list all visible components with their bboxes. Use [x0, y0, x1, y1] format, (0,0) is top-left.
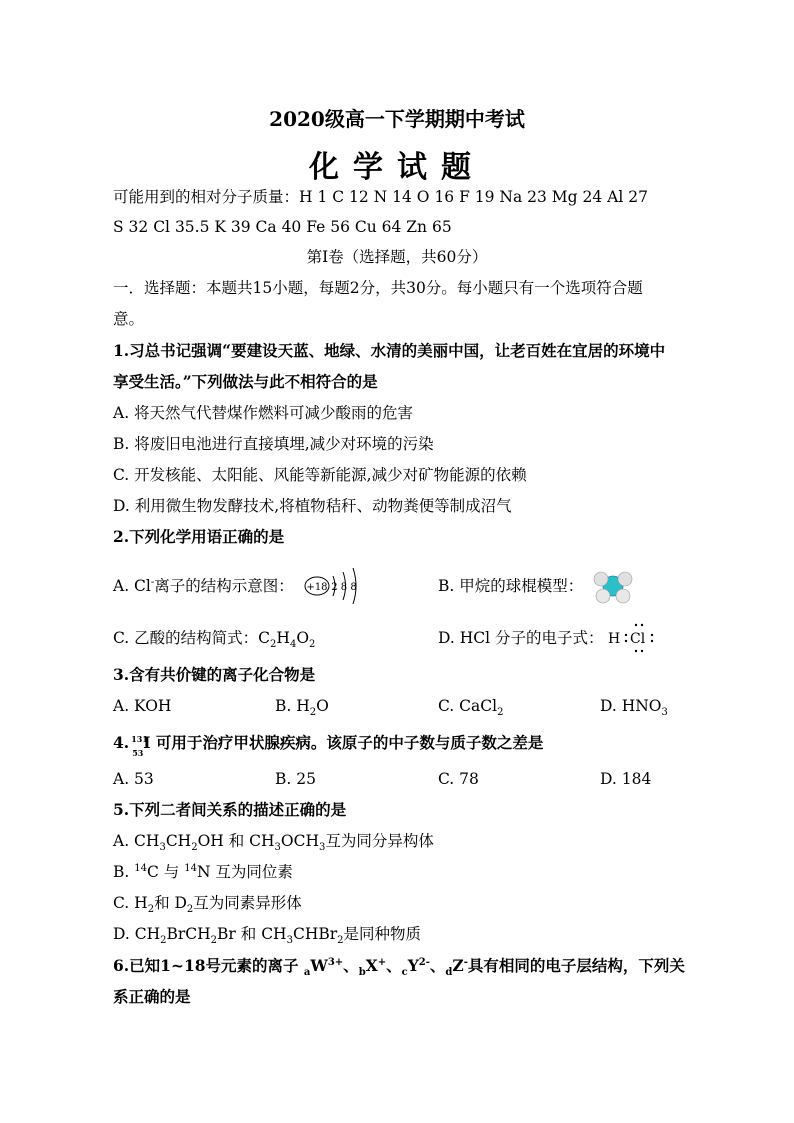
q3-stem: 3.含有共价键的离子化合物是 — [113, 665, 316, 684]
q6-w: W — [310, 956, 328, 975]
methane-ball-stick-model — [592, 566, 634, 606]
q3-c-sub: 2 — [497, 707, 504, 719]
q5-a-t1: A. CH — [113, 832, 160, 850]
q6-y: Y — [407, 956, 419, 975]
q1-option-d: D. 利用微生物发酵技术,将植物秸秆、动物粪便等制成沼气 — [113, 497, 512, 515]
q1-option-b: B. 将废旧电池进行直接填埋,减少对环境的污染 — [113, 435, 434, 453]
q1-stem-1: 1.习总书记强调“要建设天蓝、地绿、水清的美丽中国，让老百姓在宜居的环境中 — [113, 341, 666, 360]
q4-option-c: C. 78 — [438, 770, 479, 788]
q5-d-t3: Br 和 CH — [217, 925, 287, 943]
q6-z-charge: - — [463, 956, 468, 968]
section-heading: 第I卷（选择题，共60分） — [306, 248, 488, 266]
hydrogen-atom — [616, 589, 630, 603]
q5-d-s2: 2 — [210, 935, 218, 947]
q3-option-a: A. KOH — [113, 697, 172, 715]
q5-d-t5: 是同种物质 — [343, 925, 422, 943]
q3-b-text: B. H — [275, 697, 310, 715]
hcl-electron-formula — [606, 620, 658, 656]
q5-option-c — [113, 893, 302, 916]
q6-x-charge: + — [377, 956, 387, 968]
atomic-number: 53 — [132, 748, 144, 758]
q2-option-d: D. HCl 分子的电子式： — [438, 629, 604, 647]
q3-b-sub: 2 — [309, 707, 317, 719]
exam-title: 2020级高一下学期期中考试 — [269, 107, 525, 131]
q6-w-charge: 3+ — [327, 956, 344, 968]
q5-stem: 5.下列二者间关系的描述正确的是 — [113, 800, 347, 819]
hydrogen-atom — [596, 589, 610, 603]
q1-stem-2: 享受生活。”下列做法与此不相符合的是 — [113, 372, 378, 391]
q4-stem-text: I 可用于治疗甲状腺疾病。该原子的中子数与质子数之差是 — [143, 733, 544, 752]
instruction-line-1: 一．选择题：本题共15小题，每题2分，共30分。每小题只有一个选项符合题 — [113, 279, 643, 297]
q4-option-d: D. 184 — [600, 770, 652, 788]
q3-option-d — [600, 696, 668, 719]
q5-d-t4: CHBr — [292, 925, 338, 943]
iodine-isotope-notation — [129, 733, 148, 758]
q6-x-atomic: b — [358, 967, 366, 979]
q4-option-a: A. 53 — [113, 770, 154, 788]
q6-y-charge: 2- — [418, 956, 430, 968]
q2-stem: 2.下列化学用语正确的是 — [113, 527, 285, 546]
q5-d-s1: 2 — [160, 935, 167, 947]
q6-stem-1 — [113, 956, 685, 979]
mass-number: 131 — [131, 734, 148, 744]
q5-c-s2: 2 — [186, 904, 194, 916]
q2-c-h: H — [276, 629, 290, 647]
q5-a-t5: 互为同分异构体 — [325, 832, 434, 850]
q3-d-sub: 3 — [661, 707, 668, 719]
q5-c-t2: 和 D — [154, 894, 187, 912]
q2-option-c — [113, 628, 316, 651]
q5-c-t1: C. H — [113, 894, 148, 912]
q1-option-c: C. 开发核能、太阳能、风能等新能源,减少对矿物能源的依赖 — [113, 466, 527, 484]
q5-a-t3: OH 和 CH — [197, 832, 275, 850]
q2-a-charge: - — [150, 576, 155, 588]
q2-option-b: B. 甲烷的球棍模型： — [438, 577, 584, 595]
q6-sep-2: 、 — [386, 956, 402, 975]
q5-option-d — [113, 924, 422, 947]
q4-number: 4. — [113, 733, 130, 752]
q5-d-t1: D. CH — [113, 925, 161, 943]
q5-d-s3: 3 — [286, 935, 293, 947]
chlorine-symbol: Cl — [630, 631, 646, 647]
q5-d-s4: 2 — [337, 935, 344, 947]
q5-c-s1: 2 — [147, 904, 155, 916]
mass-line-2: S 32 Cl 35.5 K 39 Ca 40 Fe 56 Cu 64 Zn 65 — [113, 218, 452, 236]
q6-text-2: 具有相同的电子层结构，下列关 — [467, 956, 685, 975]
q2-option-a — [113, 576, 294, 596]
q5-a-s4: 3 — [319, 842, 326, 854]
q5-a-s1: 3 — [159, 842, 166, 854]
q6-sep-3: 、 — [429, 956, 446, 975]
hydrogen-symbol: H — [608, 631, 621, 647]
q5-a-s3: 3 — [274, 842, 281, 854]
q5-c-t3: 互为同素异形体 — [193, 894, 302, 912]
q3-option-c — [438, 696, 504, 719]
q5-b-sup1: 14 — [134, 862, 147, 874]
q5-b-t2: C 与 — [146, 863, 185, 881]
q6-x: X — [365, 956, 378, 975]
q2-c-sub-1: 2 — [270, 639, 277, 651]
q6-z-atomic: d — [445, 967, 453, 979]
q5-a-t4: OCH — [280, 832, 320, 850]
q5-b-t3: N 互为同位素 — [196, 863, 293, 881]
q6-w-atomic: a — [303, 967, 311, 979]
q3-c-text: C. CaCl — [438, 697, 498, 715]
nucleus-charge: +18 — [306, 582, 328, 593]
q3-option-b — [275, 696, 329, 719]
q2-c-sub-2: 4 — [289, 639, 297, 651]
q5-d-t2: BrCH — [166, 925, 211, 943]
q6-z: Z — [452, 956, 464, 975]
q5-a-s2: 2 — [191, 842, 198, 854]
q2-c-sub-3: 2 — [309, 639, 316, 651]
q6-stem-2: 系正确的是 — [113, 987, 191, 1006]
q5-option-b — [113, 862, 293, 882]
q2-a-label: 离子的结构示意图： — [154, 577, 294, 595]
q4-stem — [113, 733, 544, 758]
q5-b-sup2: 14 — [184, 862, 197, 874]
q1-option-a: A. 将天然气代替煤作燃料可减少酸雨的危害 — [113, 404, 414, 422]
q5-a-t2: CH — [165, 832, 192, 850]
q6-sep-1: 、 — [343, 956, 359, 975]
q5-b-t1: B. — [113, 863, 135, 881]
instruction-line-2: 意。 — [113, 310, 145, 328]
hydrogen-atom — [618, 572, 632, 586]
mass-line-1: 可能用到的相对分子质量：H 1 C 12 N 14 O 16 F 19 Na 23 Mg 24 Al 27 — [113, 188, 648, 206]
q2-c-o: O — [296, 629, 310, 647]
subject-title: 化学试题 — [309, 150, 485, 185]
q2-a-prefix: A. Cl — [113, 577, 151, 595]
electron-shells: 2 8 8 — [331, 582, 357, 593]
q3-d-text: D. HNO — [600, 697, 662, 715]
q5-option-a — [113, 831, 434, 854]
q4-option-b: B. 25 — [275, 770, 316, 788]
q6-text-1: 6.已知1~18号元素的离子 — [113, 956, 304, 975]
q3-b-o: O — [316, 697, 329, 715]
chloride-ion-structure-diagram — [302, 566, 364, 606]
q6-y-atomic: c — [401, 967, 408, 979]
hydrogen-atom — [594, 572, 608, 586]
q2-c-prefix: C. 乙酸的结构简式：C — [113, 629, 271, 647]
